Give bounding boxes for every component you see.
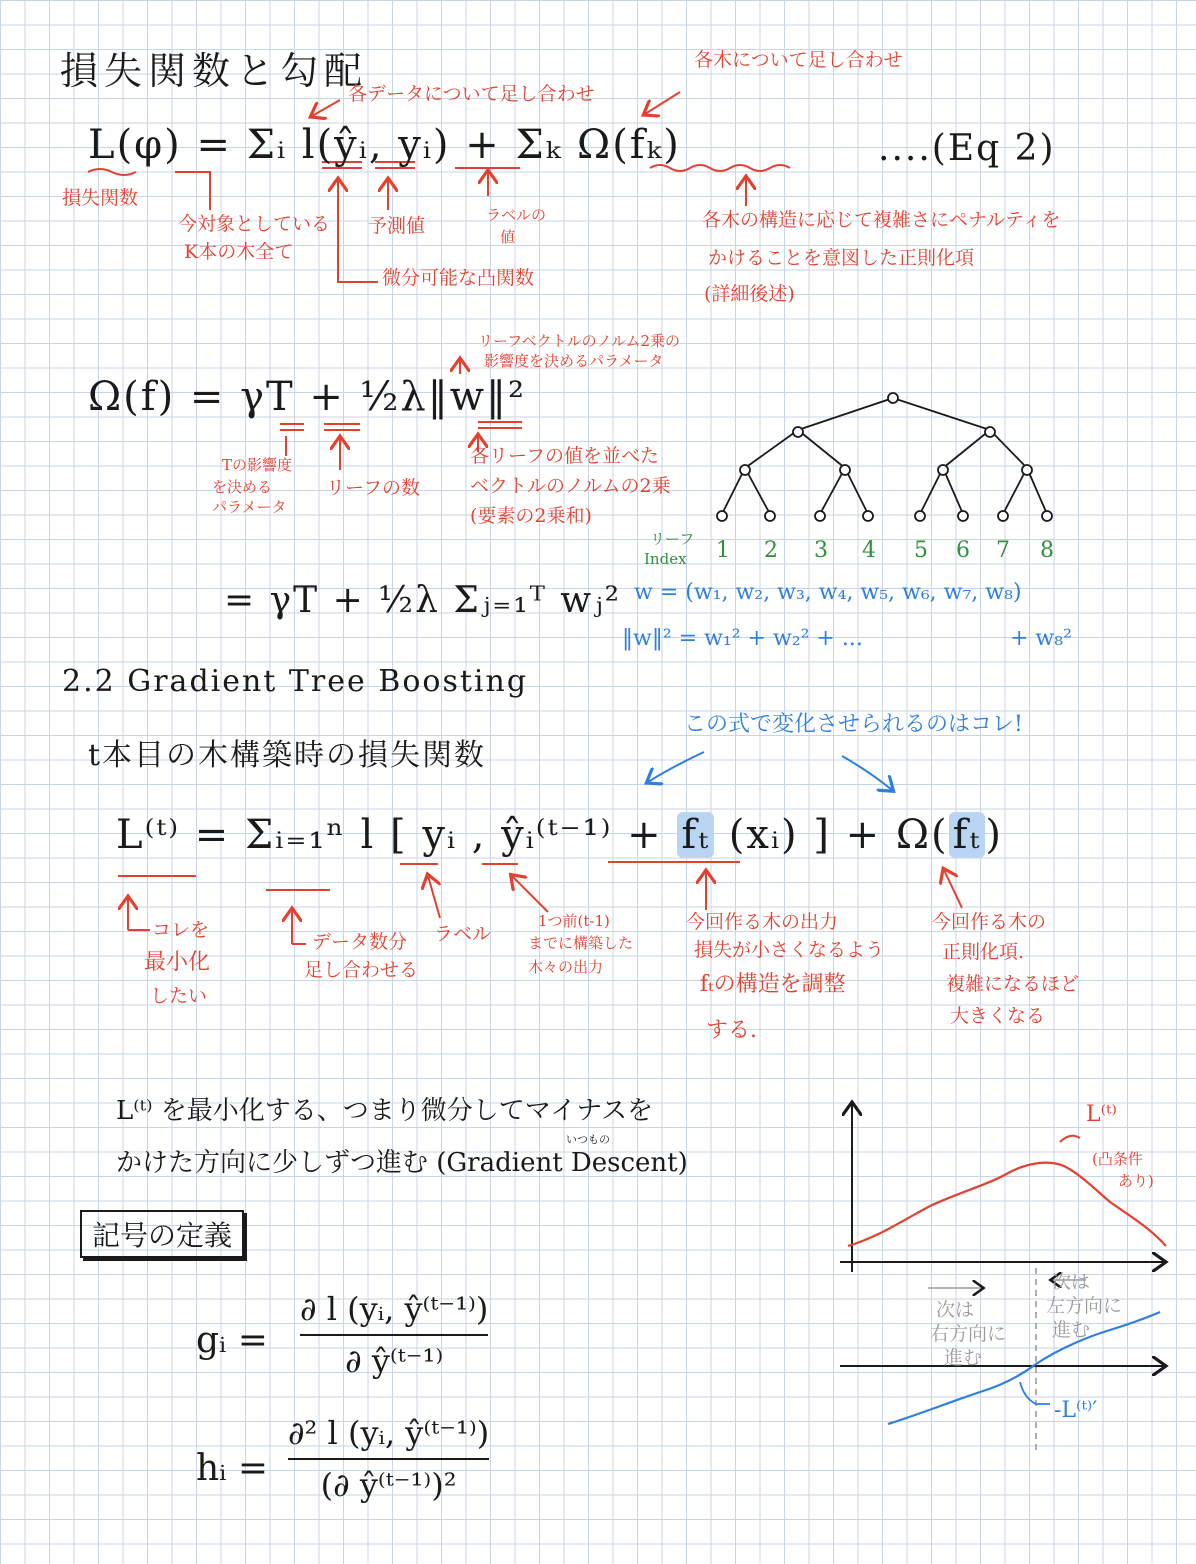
annotation-reg-line1: 今回作る木の xyxy=(932,911,1047,933)
annotation-reg-line3: 複雑になるほど xyxy=(946,973,1080,995)
annotation-loss-name: 損失関数 xyxy=(62,187,139,209)
leaf-number-6: 6 xyxy=(956,538,970,563)
graph-left-note-line2: 右方向に xyxy=(930,1323,1007,1345)
annotation-label: ラベル xyxy=(434,923,492,945)
annotation-w-line1: 各リーフの値を並べた xyxy=(470,445,660,467)
annotation-gamma-line3: パラメータ xyxy=(212,498,287,516)
gradient-g-fraction xyxy=(300,1290,488,1380)
annotation-phi-line1: 今対象としている xyxy=(178,213,331,235)
graph-right-note-line1: 次は xyxy=(1052,1271,1091,1293)
section-heading-gradient-tree-boosting: 2.2 Gradient Tree Boosting xyxy=(62,664,529,699)
annotation-convex: 微分可能な凸関数 xyxy=(382,267,535,289)
annotation-regularizer-line1: 各木の構造に応じて複雑さにペナルティを xyxy=(702,209,1061,231)
graph-left-note-line1: 次は xyxy=(936,1299,975,1321)
annotation-output-line1: 今回作る木の出力 xyxy=(686,911,839,933)
leaf-number-8: 8 xyxy=(1040,538,1054,563)
note-changeable-term: この式で変化させられるのはコレ! xyxy=(684,712,1023,737)
highlight-ft-regularizer: fₜ xyxy=(949,812,986,858)
hessian-h-denominator: (∂ ŷ⁽ᵗ⁻¹⁾)² xyxy=(320,1466,457,1504)
annotation-prev-line1: 1つ前(t-1) xyxy=(538,912,610,930)
note-arrows xyxy=(648,752,892,790)
hessian-h-lhs: hᵢ = xyxy=(196,1448,269,1489)
annotation-sum-data: 各データについて足し合わせ xyxy=(348,83,595,105)
annotation-output-line3: fₜの構造を調整 xyxy=(700,972,846,997)
annotation-output-line4: する. xyxy=(706,1018,757,1043)
gradient-descent-line1: L⁽ᵗ⁾ を最小化する、つまり微分してマイナスを xyxy=(116,1096,654,1126)
highlight-ft-output: fₜ xyxy=(677,812,714,858)
equation-label-eq2: ....(Eq 2) xyxy=(878,128,1056,169)
leaf-number-5: 5 xyxy=(914,538,928,563)
leaf-index-label-line2: Index xyxy=(644,550,687,568)
annotation-prediction: 予測値 xyxy=(368,215,426,237)
annotation-data-sum-line1: データ数分 xyxy=(312,931,408,953)
gradient-g-bar xyxy=(300,1334,488,1336)
gradient-g-lhs: gᵢ = xyxy=(196,1320,268,1361)
annotation-phi-line2: K本の木全て xyxy=(184,241,294,263)
gradient-g-numerator: ∂ l (yᵢ, ŷ⁽ᵗ⁻¹⁾) xyxy=(300,1290,489,1328)
annotation-reg-line2: 正則化項. xyxy=(942,941,1025,963)
hessian-h-fraction xyxy=(288,1414,489,1504)
gradient-descent-itsumono: いつもの xyxy=(566,1133,610,1146)
annotation-gamma-line1: Tの影響度 xyxy=(222,456,293,474)
annotation-w-line3: (要素の2乗和) xyxy=(470,505,592,527)
graph-right-note-line3: 進む xyxy=(1052,1319,1091,1341)
annotation-minimize-line1: コレを xyxy=(152,919,210,941)
leaf-index-label-line1: リーフ xyxy=(650,530,695,548)
equation-boosting-lhs: L⁽ᵗ⁾ = Σᵢ₌₁ⁿ l [ yᵢ , ŷᵢ⁽ᵗ⁻¹⁾ + xyxy=(116,812,663,858)
graph-derivative-label: -L⁽ᵗ⁾′ xyxy=(1054,1398,1098,1423)
annotation-reg-line4: 大きくなる xyxy=(950,1005,1046,1027)
w-norm: ‖w‖² = w₁² + w₂² + ... xyxy=(622,626,863,651)
annotation-lambda-line1: リーフベクトルのノルム2乗の xyxy=(478,332,680,350)
definitions-label: 記号の定義 xyxy=(80,1210,244,1258)
annotation-w-line2: ベクトルのノルムの2乗 xyxy=(470,475,671,497)
graph-convex-line2: あり) xyxy=(1118,1172,1154,1190)
equation-omega: Ω(f) = γT + ½λ‖w‖² xyxy=(88,374,527,420)
equation-omega-expanded: = γT + ½λ Σⱼ₌₁ᵀ wⱼ² xyxy=(224,580,622,621)
leaf-number-3: 3 xyxy=(814,538,828,563)
annotation-output-line2: 損失が小さくなるよう xyxy=(694,939,885,961)
annotation-regularizer-line3: (詳細後述) xyxy=(704,283,795,305)
section-subheading: t本目の木構築時の損失関数 xyxy=(88,738,487,773)
graph-convex-line1: (凸条件 xyxy=(1092,1150,1143,1168)
leaf-number-7: 7 xyxy=(996,538,1010,563)
w-vector: w = (w₁, w₂, w₃, w₄, w₅, w₆, w₇, w₈) xyxy=(634,580,1022,605)
w-norm-end: + w₈² xyxy=(1010,626,1072,651)
leaf-number-2: 2 xyxy=(764,538,778,563)
page-title: 損失関数と勾配 xyxy=(60,49,369,93)
annotation-data-sum-line2: 足し合わせる xyxy=(304,959,419,981)
annotation-prev-line3: 木々の出力 xyxy=(528,958,604,976)
equation-boosting-mid: (xᵢ) ] + Ω( xyxy=(728,812,949,858)
graph-right-note-line2: 左方向に xyxy=(1046,1295,1123,1317)
tree-diagram xyxy=(717,393,1052,521)
annotation-minimize-line2: 最小化 xyxy=(144,950,211,975)
annotation-leaf-count: リーフの数 xyxy=(326,477,421,499)
graph-curve-label: L⁽ᵗ⁾ xyxy=(1086,1102,1117,1127)
annotation-minimize-line3: したい xyxy=(150,985,208,1007)
equation-eq2: L(φ) = Σᵢ l(ŷᵢ, yᵢ) + Σₖ Ω(fₖ) xyxy=(88,122,681,168)
annotation-sum-trees: 各木について足し合わせ xyxy=(694,49,903,71)
gradient-descent-line2: かけた方向に少しずつ進む (Gradient Descent) xyxy=(116,1148,688,1178)
equation-boosting-loss xyxy=(116,812,1003,858)
annotation-lambda-line2: 影響度を決めるパラメータ xyxy=(484,352,664,370)
annotation-prev-line2: までに構築した xyxy=(528,934,634,952)
leaf-number-4: 4 xyxy=(862,538,876,563)
hessian-h-numerator: ∂² l (yᵢ, ŷ⁽ᵗ⁻¹⁾) xyxy=(288,1414,490,1452)
annotation-label-line2: 値 xyxy=(500,228,516,246)
annotation-regularizer-line2: かけることを意図した正則化項 xyxy=(708,247,975,269)
hessian-h-bar xyxy=(288,1458,489,1460)
equation-boosting-close: ) xyxy=(985,812,1003,858)
gradient-g-denominator: ∂ ŷ⁽ᵗ⁻¹⁾ xyxy=(345,1342,444,1380)
leaf-number-1: 1 xyxy=(716,538,730,563)
annotation-gamma-line2: を決める xyxy=(212,478,273,496)
annotation-label-line1: ラベルの xyxy=(486,206,547,224)
graph-left-note-line3: 進む xyxy=(944,1347,983,1369)
